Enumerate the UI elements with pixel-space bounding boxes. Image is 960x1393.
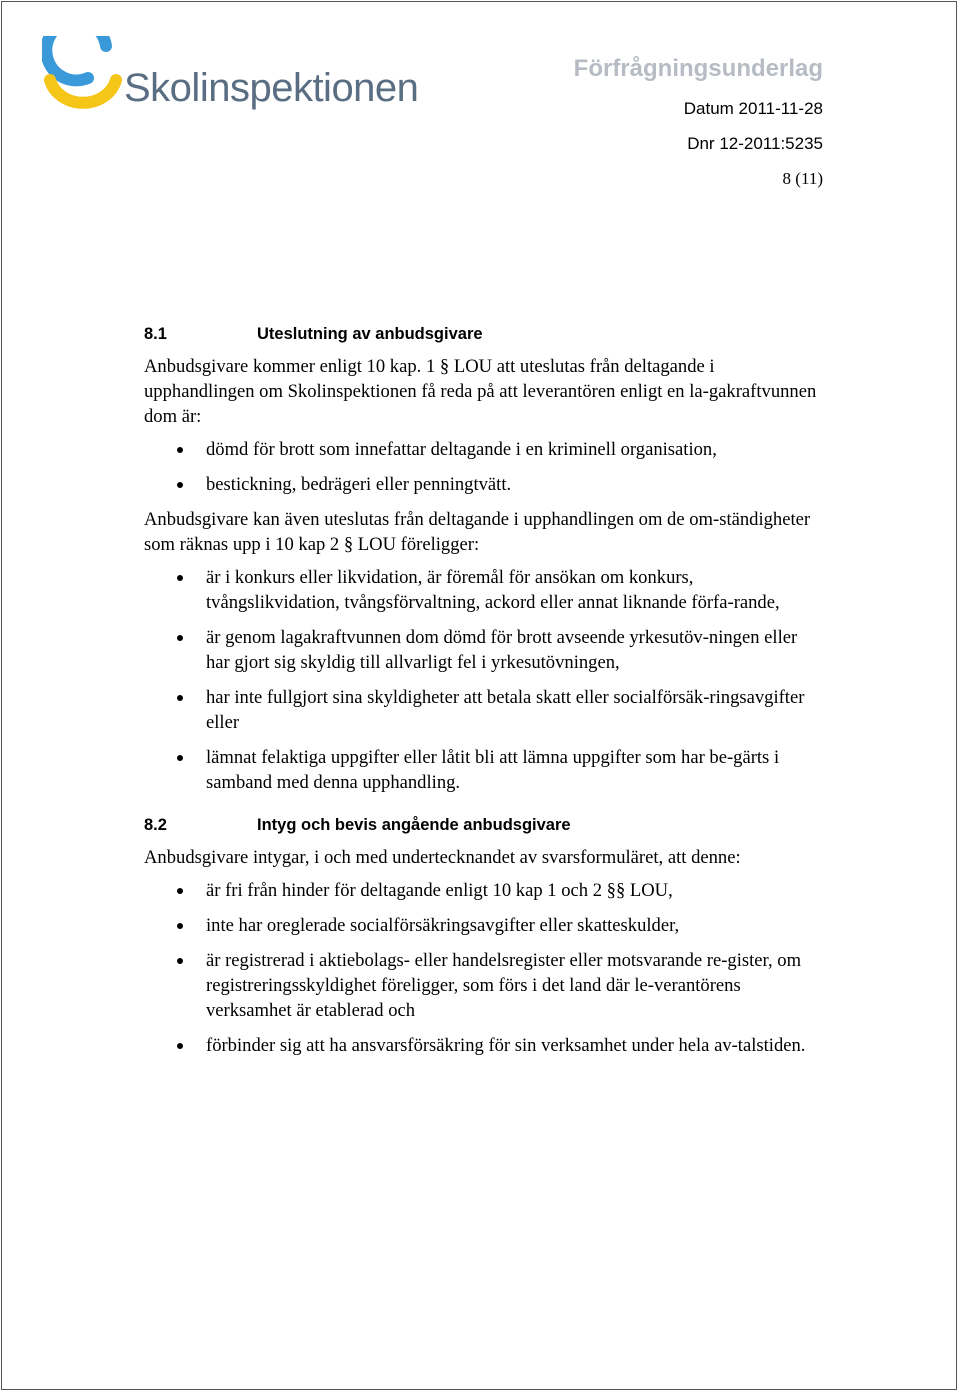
list-item: är registrerad i aktiebolags- eller handelsregister eller motsvarande re-gister, om registreringsskyldighet föreligger, som förs i det land där le-verantörens verksamhet är etablerad och xyxy=(144,948,824,1023)
bullet-list xyxy=(144,437,824,497)
list-item: har inte fullgjort sina skyldigheter att betala skatt eller socialförsäk-ringsavgifter eller xyxy=(144,685,824,735)
section-heading-8-2 xyxy=(144,813,824,837)
bullet-list xyxy=(144,878,824,1058)
bullet-list xyxy=(144,565,824,795)
logo-mark-icon xyxy=(42,36,122,122)
document-type: Förfrågningsunderlag xyxy=(573,55,823,82)
list-item: är fri från hinder för deltagande enligt 10 kap 1 och 2 §§ LOU, xyxy=(144,878,824,903)
list-item: lämnat felaktiga uppgifter eller låtit bli att lämna uppgifter som har be-gärts i samband med denna upphandling. xyxy=(144,745,824,795)
section-number: 8.1 xyxy=(144,324,167,343)
list-item: är genom lagakraftvunnen dom dömd för brott avseende yrkesutöv-ningen eller har gjort sig skyldig till allvarligt fel i yrkesutövningen, xyxy=(144,625,824,675)
list-item: förbinder sig att ha ansvarsförsäkring för sin verksamhet under hela av-talstiden. xyxy=(144,1033,824,1058)
page-number: 8 (11) xyxy=(782,169,823,188)
paragraph: Anbudsgivare kan även uteslutas från deltagande i upphandlingen om de om-ständigheter som räknas upp i 10 kap 2 § LOU föreligger: xyxy=(144,509,811,555)
main-content xyxy=(144,322,824,1068)
list-item: dömd för brott som innefattar deltagande i en kriminell organisation, xyxy=(144,437,824,462)
logo-text: Skolinspektionen xyxy=(124,66,419,110)
logo xyxy=(42,36,419,122)
list-item: är i konkurs eller likvidation, är föremål för ansökan om konkurs, tvångslikvidation, tvångsförvaltning, ackord eller annat liknande förfa-rande, xyxy=(144,565,824,615)
section-title: Uteslutning av anbudsgivare xyxy=(257,324,483,343)
section-number: 8.2 xyxy=(144,815,167,834)
paragraph: Anbudsgivare intygar, i och med undertecknandet av svarsformuläret, att denne: xyxy=(144,847,741,868)
document-date: Datum 2011-11-28 xyxy=(683,99,823,118)
section-title: Intyg och bevis angående anbudsgivare xyxy=(257,815,571,834)
document-number: Dnr 12-2011:5235 xyxy=(687,134,823,153)
paragraph: Anbudsgivare kommer enligt 10 kap. 1 § LOU att uteslutas från deltagande i upphandlingen om Skolinspektionen få reda på att leverantören enligt en la-gakraftvunnen dom är: xyxy=(144,356,817,427)
section-heading-8-1 xyxy=(144,322,824,346)
list-item: inte har oreglerade socialförsäkringsavgifter eller skatteskulder, xyxy=(144,913,824,938)
list-item: bestickning, bedrägeri eller penningtvätt. xyxy=(144,472,824,497)
